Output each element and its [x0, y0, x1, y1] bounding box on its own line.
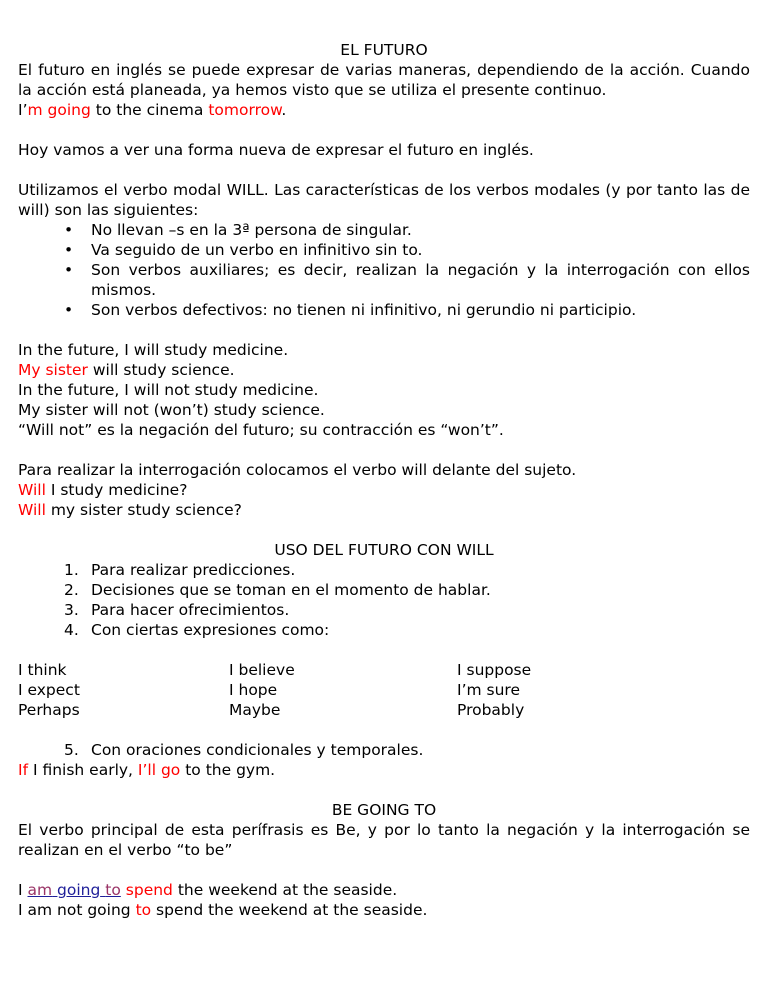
intro-paragraph: El futuro en inglés se puede expresar de varias maneras, dependiendo de la acción. Cuando la acción está planeada, ya hemos visto que se utiliza el presente continuo.: [18, 61, 750, 99]
document-page: [18, 40, 750, 920]
expression: I suppose: [457, 661, 532, 679]
expressions-column: [18, 660, 229, 720]
going-to-example: I am going to spend the weekend at the seaside.: [18, 881, 398, 899]
list-item: 4. Con ciertas expresiones como:: [64, 621, 330, 639]
list-item: • Son verbos auxiliares; es decir, realizan la negación y la interrogación con ellos mismos.: [64, 260, 750, 300]
expression: I think: [18, 661, 67, 679]
example-line: In the future, I will study medicine.: [18, 341, 289, 359]
question-example: Will my sister study science?: [18, 501, 242, 519]
expression: Maybe: [229, 701, 281, 719]
question-example: Will I study medicine?: [18, 481, 188, 499]
example-line: My sister will study science.: [18, 361, 235, 379]
expression: I’m sure: [457, 681, 520, 699]
expression: I expect: [18, 681, 80, 699]
expressions-column: [229, 660, 457, 720]
modal-intro-paragraph: Utilizamos el verbo modal WILL. Las características de los verbos modales (y por tanto las de will) son las siguientes:: [18, 181, 750, 219]
going-to-example: I am not going to spend the weekend at the seaside.: [18, 901, 428, 919]
expression: I hope: [229, 681, 278, 699]
example-line: My sister will not (won’t) study science.: [18, 401, 325, 419]
section-title-uses: USO DEL FUTURO CON WILL: [274, 541, 494, 559]
list-item: • Va seguido de un verbo en infinitivo sin to.: [64, 240, 750, 260]
new-form-paragraph: Hoy vamos a ver una forma nueva de expresar el futuro en inglés.: [18, 141, 534, 159]
question-intro: Para realizar la interrogación colocamos el verbo will delante del sujeto.: [18, 461, 577, 479]
section-title-going-to: BE GOING TO: [331, 801, 437, 819]
expression: I believe: [229, 661, 295, 679]
list-item: 2. Decisiones que se toman en el momento de hablar.: [64, 581, 491, 599]
example-cinema: I’m going to the cinema tomorrow.: [18, 101, 287, 119]
example-line: In the future, I will not study medicine.: [18, 381, 319, 399]
list-item: • No llevan –s en la 3ª persona de singular.: [64, 220, 750, 240]
uses-list: [18, 560, 750, 640]
expression: Probably: [457, 701, 525, 719]
list-item: 3. Para hacer ofrecimientos.: [64, 601, 290, 619]
expressions-table: [18, 660, 750, 720]
expression: Perhaps: [18, 701, 80, 719]
conditional-example: If I finish early, I’ll go to the gym.: [18, 761, 276, 779]
expressions-column: [457, 660, 657, 720]
list-item: 5. Con oraciones condicionales y temporales.: [64, 741, 424, 759]
page-title: EL FUTURO: [340, 41, 428, 59]
list-item: • Son verbos defectivos: no tienen ni infinitivo, ni gerundio ni participio.: [64, 300, 750, 320]
going-to-intro: El verbo principal de esta perífrasis es Be, y por lo tanto la negación y la interrogación se realizan en el verbo “to be”: [18, 821, 750, 859]
uses-list-continued: [18, 740, 750, 760]
list-item: 1. Para realizar predicciones.: [64, 561, 296, 579]
modal-characteristics-list: [18, 220, 750, 320]
example-line: “Will not” es la negación del futuro; su contracción es “won’t”.: [18, 421, 504, 439]
